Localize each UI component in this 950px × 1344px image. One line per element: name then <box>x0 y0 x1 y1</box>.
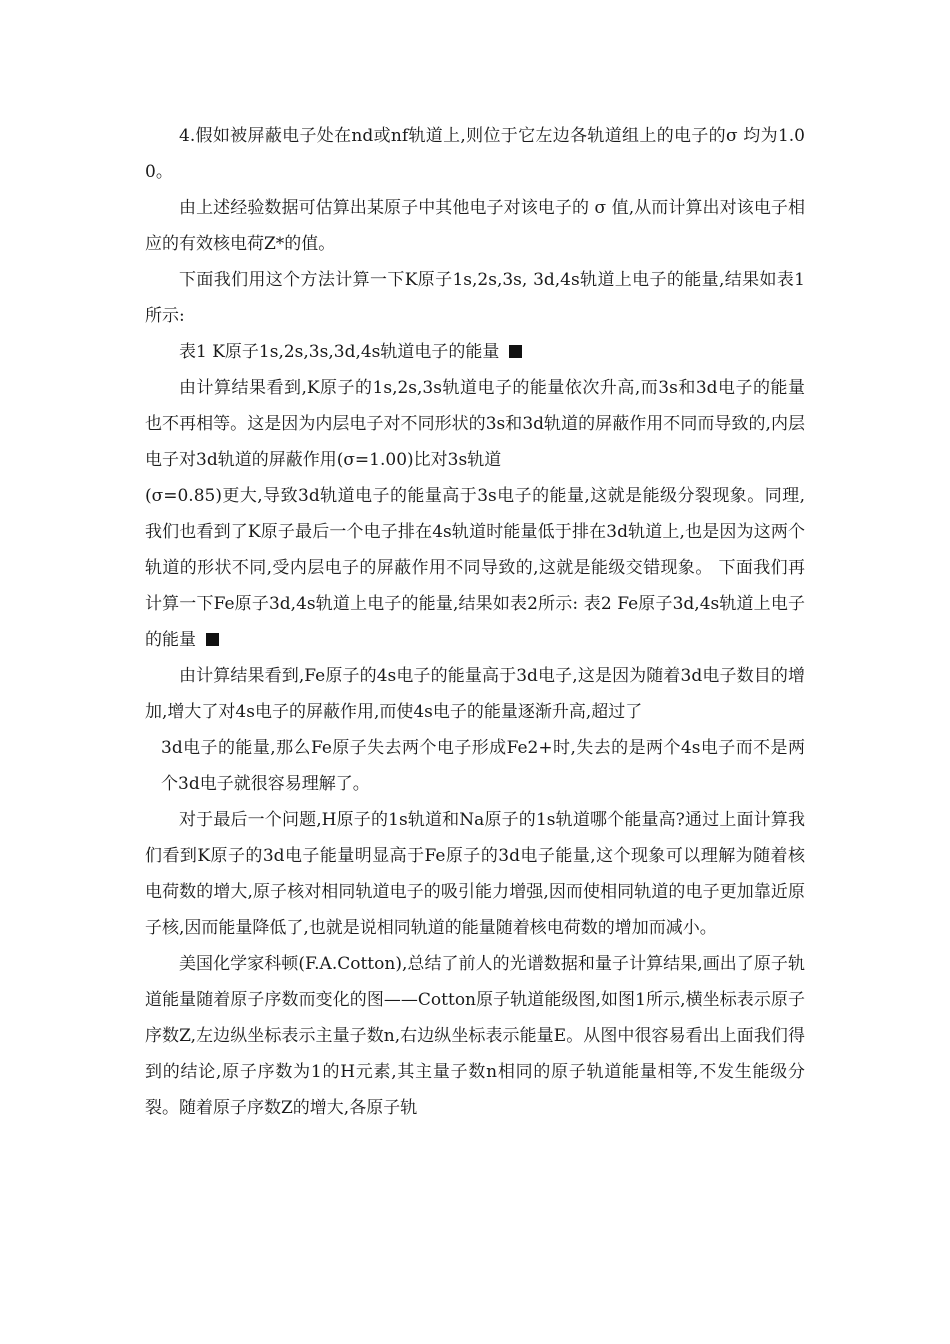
paragraph-fe-results-a: 由计算结果看到,Fe原子的4s电子的能量高于3d电子,这是因为随着3d电子数目的增加,增大了对4s电子的屏蔽作用,而使4s电子的能量逐渐升高,超过了 <box>145 666 805 722</box>
document-page <box>145 118 805 1126</box>
table-1-caption-text: 表1 K原子1s,2s,3s,3d,4s轨道电子的能量 <box>179 342 500 362</box>
table-1-caption <box>145 334 805 370</box>
paragraph-h-na-question: 对于最后一个问题,H原子的1s轨道和Na原子的1s轨道哪个能量高?通过上面计算我们看到K原子的3d电子能量明显高于Fe原子的3d电子能量,这个现象可以理解为随着核电荷数的增大,原子核对相同轨道电子的吸引能力增强,因而使相同轨道的电子更加靠近原子核,因而能量降低了,也就是说相同轨道的能量随着核电荷数的增加而减小。 <box>145 810 805 938</box>
black-square-icon <box>206 633 219 646</box>
paragraph-shielding-rule-4: 4.假如被屏蔽电子处在nd或nf轨道上,则位于它左边各轨道组上的电子的σ 均为1.00。 <box>145 126 805 182</box>
black-square-icon <box>509 345 522 358</box>
paragraph-k-results-b-text: (σ=0.85)更大,导致3d轨道电子的能量高于3s电子的能量,这就是能级分裂现象。同理,我们也看到了K原子最后一个电子排在4s轨道时能量低于排在3d轨道上,也是因为这两个轨道的形状不同,受内层电子的屏蔽作用不同导致的,这就是能级交错现象。 下面我们再计算一下Fe原子3d,4s轨道上电子的能量,结果如表2所示: 表2 Fe原子3d,4s轨道上电子的能量 <box>145 486 805 650</box>
paragraph-k-results-b <box>145 478 805 658</box>
paragraph-effective-charge: 由上述经验数据可估算出某原子中其他电子对该电子的 σ 值,从而计算出对该电子相应的有效核电荷Z*的值。 <box>145 198 805 254</box>
paragraph-k-results-a: 由计算结果看到,K原子的1s,2s,3s轨道电子的能量依次升高,而3s和3d电子的能量也不再相等。这是因为内层电子对不同形状的3s和3d轨道的屏蔽作用不同而导致的,内层电子对3d轨道的屏蔽作用(σ=1.00)比对3s轨道 <box>145 378 805 470</box>
paragraph-fe-results-b: 3d电子的能量,那么Fe原子失去两个电子形成Fe2+时,失去的是两个4s电子而不是两个3d电子就很容易理解了。 <box>161 738 805 794</box>
paragraph-cotton-diagram: 美国化学家科顿(F.A.Cotton),总结了前人的光谱数据和量子计算结果,画出了原子轨道能量随着原子序数而变化的图——Cotton原子轨道能级图,如图1所示,横坐标表示原子序数Z,左边纵坐标表示主量子数n,右边纵坐标表示能量E。从图中很容易看出上面我们得到的结论,原子序数为1的H元素,其主量子数n相同的原子轨道能量相等,不发生能级分裂。随着原子序数Z的增大,各原子轨 <box>145 954 805 1118</box>
paragraph-k-atom-calc: 下面我们用这个方法计算一下K原子1s,2s,3s, 3d,4s轨道上电子的能量,结果如表1所示: <box>145 270 805 326</box>
